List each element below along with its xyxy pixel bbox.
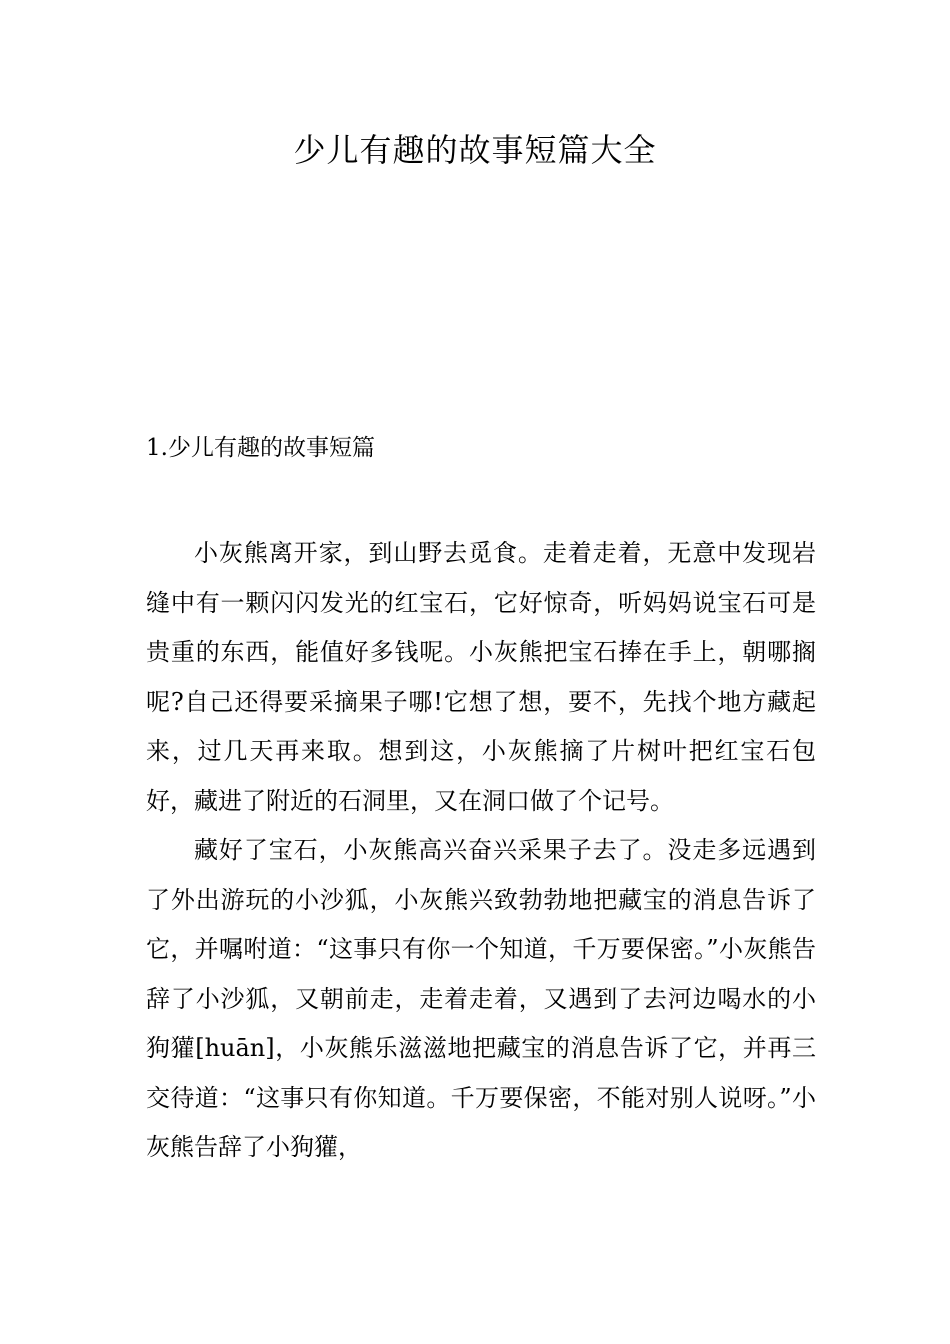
section-heading: 1.少儿有趣的故事短篇 <box>146 435 375 461</box>
paragraph: 藏好了宝石，小灰熊高兴奋兴采果子去了。没走多远遇到了外出游玩的小沙狐，小灰熊兴致勃勃地把藏宝的消息告诉了它，并嘱咐道：“这事只有你一个知道，千万要保密。”小灰熊告辞了小沙狐，又朝前走，走着走着，又遇到了去河边喝水的小狗獾[huān]，小灰熊乐滋滋地把藏宝的消息告诉了它，并再三交待道：“这事只有你知道。千万要保密，不能对别人说呀。”小灰熊告辞了小狗獾， <box>146 836 816 1161</box>
document-title: 少儿有趣的故事短篇大全 <box>293 131 657 169</box>
paragraph: 小灰熊离开家，到山野去觅食。走着走着，无意中发现岩缝中有一颗闪闪发光的红宝石，它好惊奇，听妈妈说宝石可是贵重的东西，能值好多钱呢。小灰熊把宝石捧在手上，朝哪搁呢?自己还得要采摘果子哪!它想了想，要不，先找个地方藏起来，过几天再来取。想到这，小灰熊摘了片树叶把红宝石包好，藏进了附近的石洞里，又在洞口做了个记号。 <box>146 539 816 815</box>
story-body <box>146 529 816 1173</box>
